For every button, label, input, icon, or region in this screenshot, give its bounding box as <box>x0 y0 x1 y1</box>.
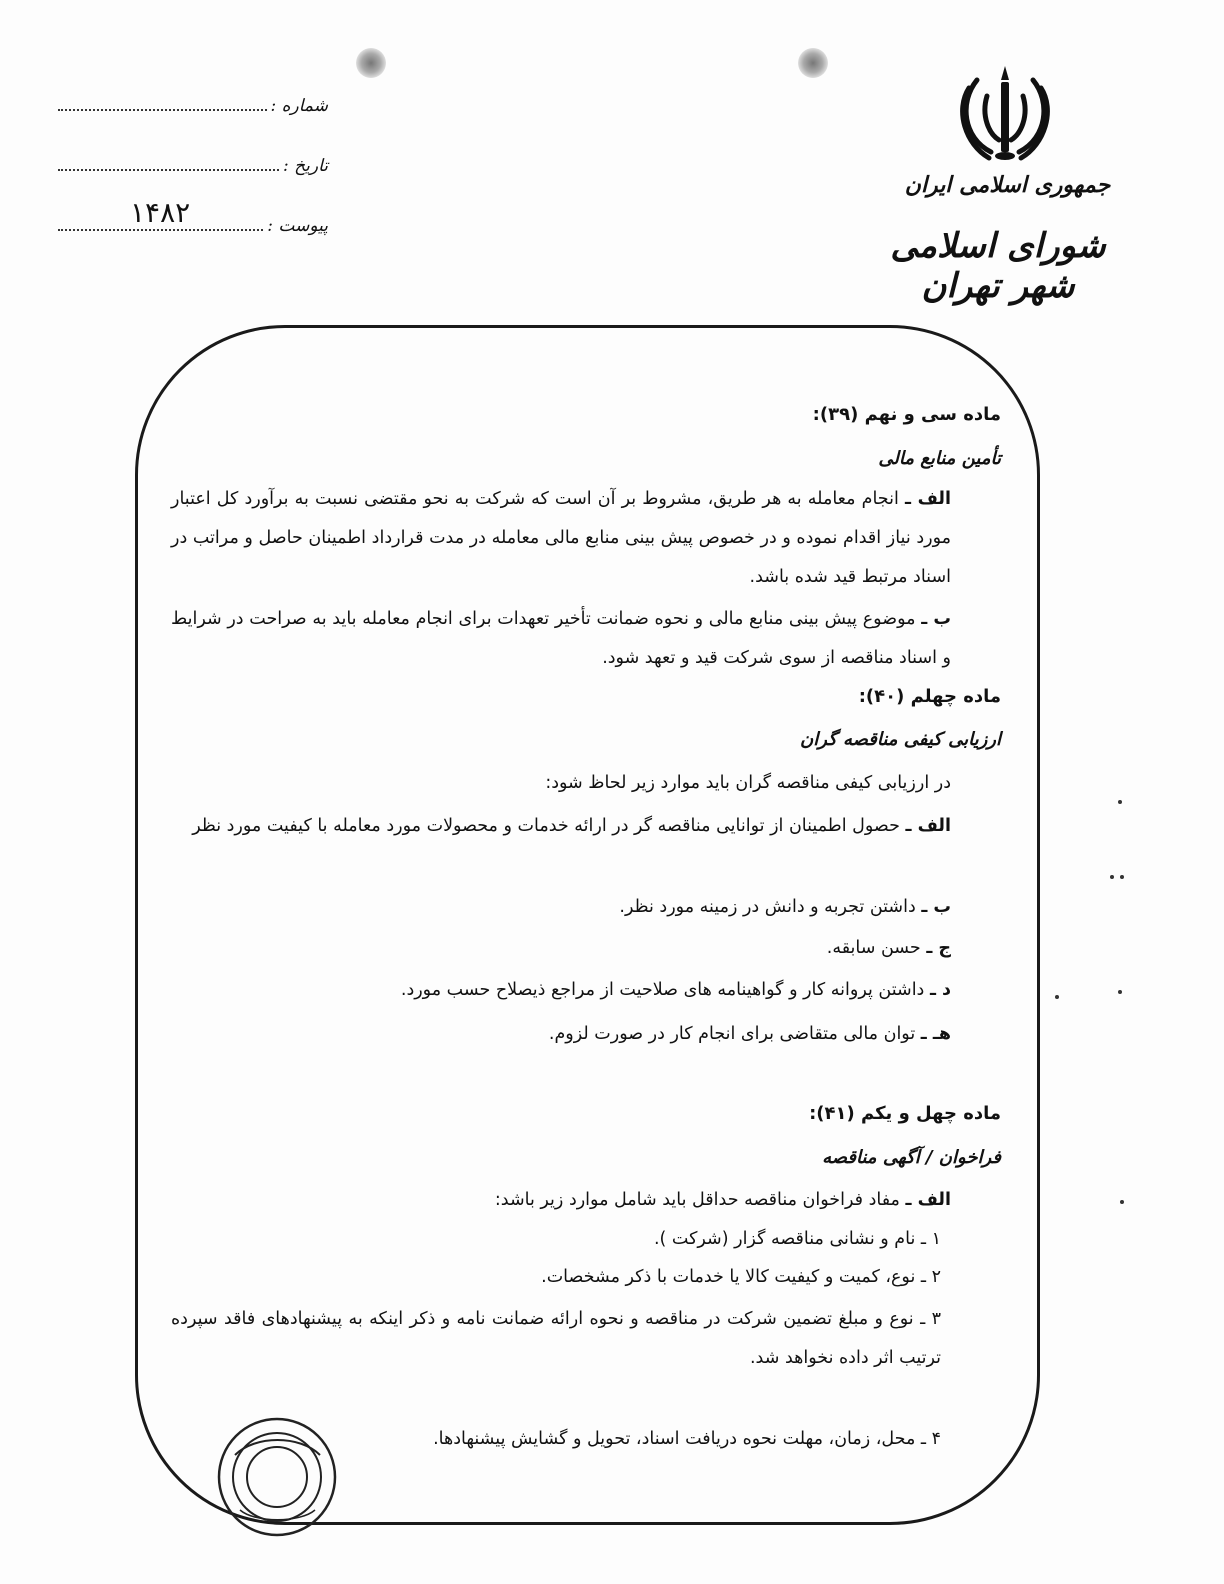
article-40-title: ماده چهلم (۴۰): <box>858 686 1001 707</box>
article-40-item-e <box>549 1026 951 1044</box>
article-40-item-b <box>619 899 951 917</box>
article-40-item-c <box>827 940 951 958</box>
edge-mark <box>1120 1200 1124 1204</box>
article-41-subtitle: فراخوان / آگهی مناقصه <box>822 1147 1001 1168</box>
article-41-subitem-4: ۴ ـ محل، زمان، مهلت نحوه دریافت اسناد، تحویل و گشایش پیشنهادها. <box>433 1429 941 1449</box>
item-key: الف ـ <box>905 1190 951 1210</box>
article-41-subitem-2: ۲ ـ نوع، کمیت و کیفیت کالا یا خدمات با ذکر مشخصات. <box>541 1267 941 1287</box>
article-39-item-a <box>171 480 951 597</box>
edge-mark <box>1055 995 1059 999</box>
number-line <box>58 109 267 111</box>
article-41-subitem-1: ۱ ـ نام و نشانی مناقصه گزار (شرکت ). <box>653 1229 941 1249</box>
edge-mark <box>1118 990 1122 994</box>
article-39-subtitle: تأمین منابع مالی <box>878 448 1001 469</box>
item-text: توان مالی متقاضی برای انجام کار در صورت لزوم. <box>548 1024 916 1044</box>
article-39-item-b <box>171 600 951 678</box>
iran-emblem-icon <box>955 58 1055 168</box>
article-40-item-d <box>401 982 951 1000</box>
item-key: الف ـ <box>905 816 951 836</box>
number-label: شماره : <box>270 96 328 116</box>
article-39-title: ماده سی و نهم (۳۹): <box>812 404 1001 425</box>
item-text: موضوع پیش بینی منابع مالی و نحوه ضمانت تأخیر تعهدات برای انجام معامله باید به صراحت در شرایط و اسناد مناقصه از سوی شرکت قید و تعهد شود. <box>171 609 951 668</box>
item-text: داشتن پروانه کار و گواهینامه های صلاحیت از مراجع ذیصلاح حسب مورد. <box>400 980 925 1000</box>
item-key: ب ـ <box>921 609 951 629</box>
attachment-value: ۱۴۸۲ <box>130 196 191 229</box>
item-text: حسن سابقه. <box>826 938 921 958</box>
item-text: حصول اطمینان از توانایی مناقصه گر در ارائه خدمات و محصولات مورد معامله با کیفیت مورد نظر <box>192 816 900 836</box>
council-name: شورای اسلامی شهر تهران <box>890 226 1106 306</box>
date-label: تاریخ : <box>283 156 328 176</box>
punch-hole-left <box>356 48 386 78</box>
article-40-intro: در ارزیابی کیفی مناقصه گران باید موارد زیر لحاظ شود: <box>545 773 951 793</box>
item-key: د ـ <box>929 980 951 1000</box>
council-seal-icon <box>215 1415 340 1540</box>
edge-mark <box>1110 875 1114 879</box>
article-40-item-a <box>171 807 951 846</box>
attachment-field <box>58 196 328 236</box>
date-field <box>58 146 328 176</box>
item-key: ب ـ <box>921 897 951 917</box>
attachment-line <box>58 196 263 231</box>
republic-name: جمهوری اسلامی ایران <box>904 172 1111 198</box>
item-key: ج ـ <box>926 938 951 958</box>
article-41-subitem-3: ۳ ـ نوع و مبلغ تضمین شرکت در مناقصه و نحوه ارائه ضمانت نامه و ذکر اینکه به پیشنهادهای فاقد سپرده ترتیب اثر داده نخواهد شد. <box>171 1309 941 1368</box>
attachment-label: پیوست : <box>267 216 328 236</box>
item-text: مفاد فراخوان مناقصه حداقل باید شامل موارد زیر باشد: <box>494 1190 900 1210</box>
item-key: هـ ـ <box>920 1024 951 1044</box>
article-41-item-a <box>495 1192 951 1210</box>
date-line <box>58 169 279 171</box>
article-41-title: ماده چهل و یکم (۴۱): <box>809 1103 1001 1124</box>
item-key: الف ـ <box>904 489 951 509</box>
edge-mark <box>1120 875 1124 879</box>
punch-hole-right <box>798 48 828 78</box>
article-40-subtitle: ارزیابی کیفی مناقصه گران <box>800 729 1001 750</box>
item-text: انجام معامله به هر طریق، مشروط بر آن است که شرکت به نحو مقتضی نسبت به برآورد کل اعتبار مورد نیاز اقدام نموده و در خصوص پیش بینی منابع مالی معامله در مدت قرارداد اطمینان حاصل و مراتب در اسناد مرتبط قید شده باشد. <box>171 489 951 587</box>
item-text: داشتن تجربه و دانش در زمینه مورد نظر. <box>619 897 916 917</box>
number-field <box>58 86 328 116</box>
edge-mark <box>1118 800 1122 804</box>
